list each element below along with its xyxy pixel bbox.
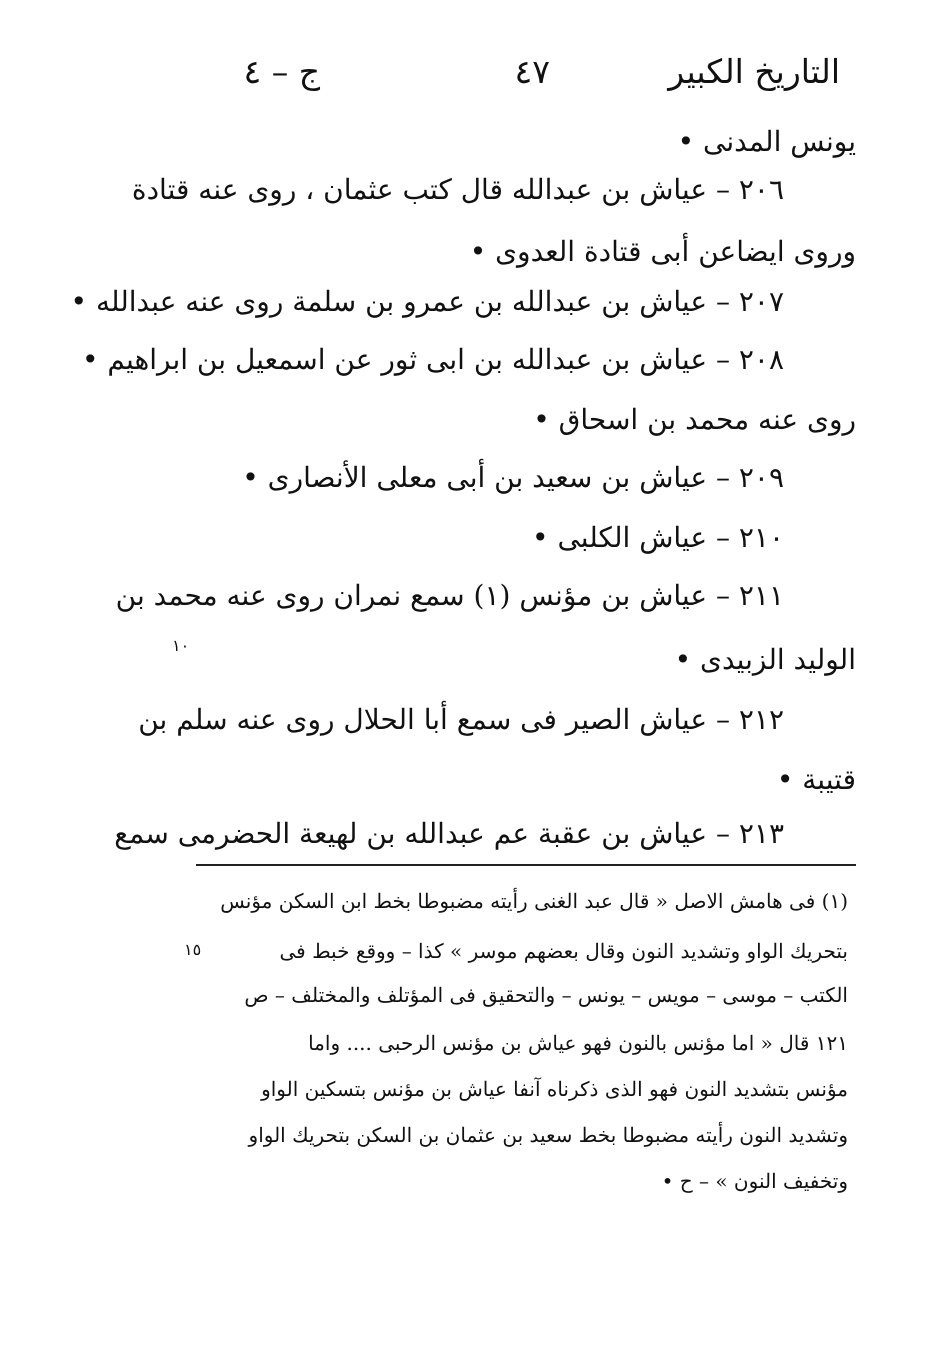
body-line: وروى ايضاعن أبى قتادة العدوى • (469, 235, 856, 268)
body-line: يونس المدنى • (677, 125, 856, 158)
body-line: الوليد الزبيدى • (674, 643, 856, 676)
line-number-10: ١٠ (172, 636, 190, 655)
footnote-line: ١٢١ قال « اما مؤنس بالنون فهو عياش بن مؤنس الرحبى .... واما (308, 1031, 848, 1055)
body-line: قتيبة • (776, 763, 856, 796)
footnote-line: وتشديد النون رأيته مضبوطا بخط سعيد بن عثمان بن السكن بتحريك الواو (248, 1123, 848, 1147)
entry-210: ٢١٠ – عياش الكلبى • (532, 521, 784, 554)
entry-208: ٢٠٨ – عياش بن عبدالله بن ابى ثور عن اسمعيل بن ابراهيم • (81, 343, 784, 376)
entry-207: ٢٠٧ – عياش بن عبدالله بن عمرو بن سلمة روى عنه عبدالله • (70, 285, 784, 318)
footnote-line: الكتب – موسى – مويس – يونس – والتحقيق فى المؤتلف والمختلف – ص (244, 983, 848, 1007)
page-header (243, 52, 840, 102)
volume-label: ج – ٤ (243, 52, 320, 91)
footnote-line: بتحريك الواو وتشديد النون وقال بعضهم موسر » كذا – ووقع خبط فى (279, 939, 848, 963)
footnote-line: (١) فى هامش الاصل « قال عبد الغنى رأيته مضبوطا بخط ابن السكن مؤنس (220, 889, 848, 913)
body-line: روى عنه محمد بن اسحاق • (533, 403, 856, 436)
page-number: ٤٧ (514, 52, 550, 91)
entry-213: ٢١٣ – عياش بن عقبة عم عبدالله بن لهيعة الحضرمى سمع (114, 817, 784, 850)
book-title: التاريخ الكبير (668, 52, 840, 91)
footnote-divider (196, 864, 856, 866)
entry-206: ٢٠٦ – عياش بن عبدالله قال كتب عثمان ، روى عنه قتادة (131, 173, 784, 206)
footnote-line: مؤنس بتشديد النون فهو الذى ذكرناه آنفا عياش بن مؤنس بتسكين الواو (261, 1077, 848, 1101)
entry-211: ٢١١ – عياش بن مؤنس (١) سمع نمران روى عنه محمد بن (115, 579, 784, 612)
line-number-15: ١٥ (184, 940, 202, 959)
entry-212: ٢١٢ – عياش الصير فى سمع أبا الحلال روى عنه سلم بن (138, 703, 784, 736)
footnote-line: وتخفيف النون » – ح • (661, 1169, 848, 1193)
entry-209: ٢٠٩ – عياش بن سعيد بن أبى معلى الأنصارى • (242, 461, 784, 494)
